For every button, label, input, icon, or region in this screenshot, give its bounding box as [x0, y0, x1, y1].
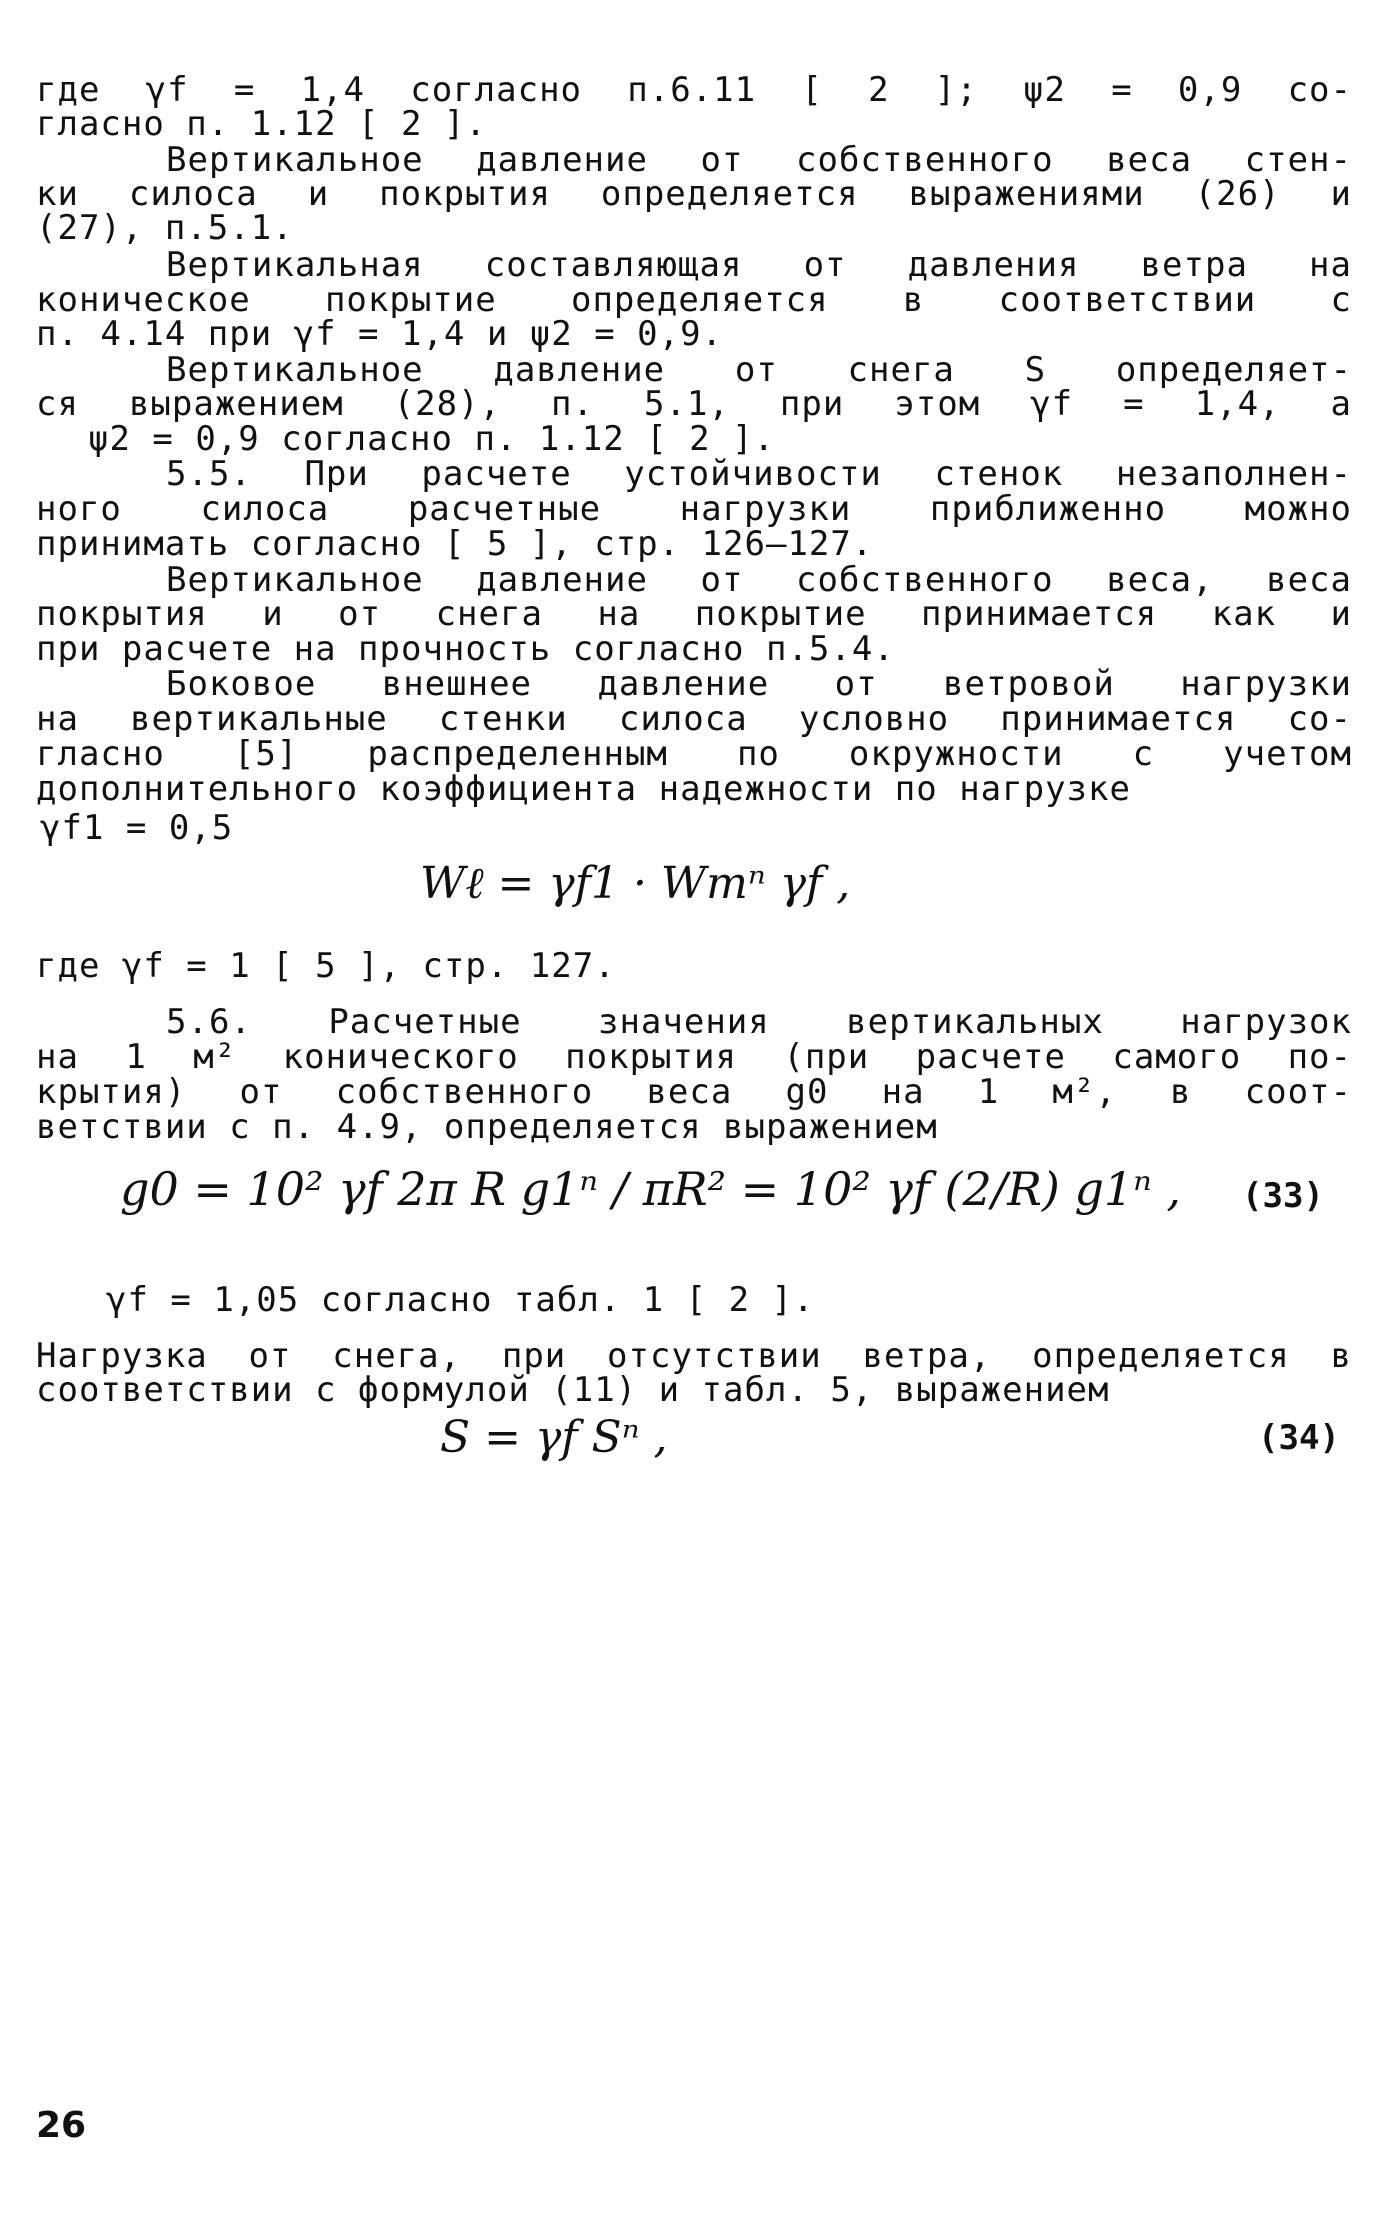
text-line: соответствии с формулой (11) и табл. 5, выражением — [36, 1370, 1110, 1410]
text-line: на 1 м² конического покрытия (при расчете самого по- — [36, 1037, 1352, 1077]
text-line: (27), п.5.1. — [36, 208, 294, 248]
text-line: Вертикальное давление от собственного веса стен- — [166, 140, 1352, 180]
page-number: 26 — [36, 2105, 87, 2146]
text-line: ся выражением (28), п. 5.1, при этом γf = 1,4, а — [36, 384, 1352, 424]
formula-wind-load: Wℓ = γf1 · Wmⁿ γf , — [420, 858, 851, 909]
text-line: 5.6. Расчетные значения вертикальных нагрузок — [166, 1002, 1352, 1042]
text-line: коническое покрытие определяется в соответствии с — [36, 280, 1352, 320]
text-line: крытия) от собственного веса g0 на 1 м², в соот- — [36, 1072, 1352, 1112]
text-line: 5.5. При расчете устойчивости стенок незаполнен- — [166, 454, 1352, 494]
equation-number-33: (33) — [1242, 1176, 1324, 1216]
text-line: гласно [5] распределенным по окружности с учетом — [36, 734, 1352, 774]
text-line: Вертикальное давление от снега S определяет- — [166, 350, 1352, 390]
text-line: γf = 1,05 согласно табл. 1 [ 2 ]. — [106, 1280, 815, 1320]
text-line: на вертикальные стенки силоса условно принимается со- — [36, 699, 1352, 739]
text-line: покрытия и от снега на покрытие принимается как и — [36, 594, 1352, 634]
text-line: принимать согласно [ 5 ], стр. 126–127. — [36, 524, 874, 564]
text-line: где γf = 1 [ 5 ], стр. 127. — [36, 946, 616, 986]
text-line: Вертикальное давление от собственного веса, веса — [166, 560, 1352, 600]
text-line: ветствии с п. 4.9, определяется выражением — [36, 1107, 938, 1147]
text-line: ки силоса и покрытия определяется выражениями (26) и — [36, 174, 1352, 214]
text-line: ψ2 = 0,9 согласно п. 1.12 [ 2 ]. — [88, 419, 776, 459]
text-line: Вертикальная составляющая от давления ветра на — [166, 245, 1352, 285]
equation-number-34: (34) — [1258, 1418, 1340, 1458]
text-line: при расчете на прочность согласно п.5.4. — [36, 629, 895, 669]
text-line: ного силоса расчетные нагрузки приближенно можно — [36, 489, 1352, 529]
text-line: гласно п. 1.12 [ 2 ]. — [36, 104, 487, 144]
formula-34: S = γf Sⁿ , — [440, 1412, 668, 1463]
text-line: где γf = 1,4 согласно п.6.11 [ 2 ]; ψ2 = 0,9 со- — [36, 70, 1352, 110]
text-line: п. 4.14 при γf = 1,4 и ψ2 = 0,9. — [36, 314, 724, 354]
text-line: дополнительного коэффициента надежности по нагрузке — [36, 769, 1131, 809]
text-line: γf1 = 0,5 — [40, 808, 234, 848]
formula-33: g0 = 10² γf 2π R g1ⁿ / πR² = 10² γf (2/R) g1ⁿ , — [120, 1162, 1182, 1216]
text-line: Боковое внешнее давление от ветровой нагрузки — [166, 664, 1352, 704]
text-line: Нагрузка от снега, при отсутствии ветра, определяется в — [36, 1336, 1352, 1376]
